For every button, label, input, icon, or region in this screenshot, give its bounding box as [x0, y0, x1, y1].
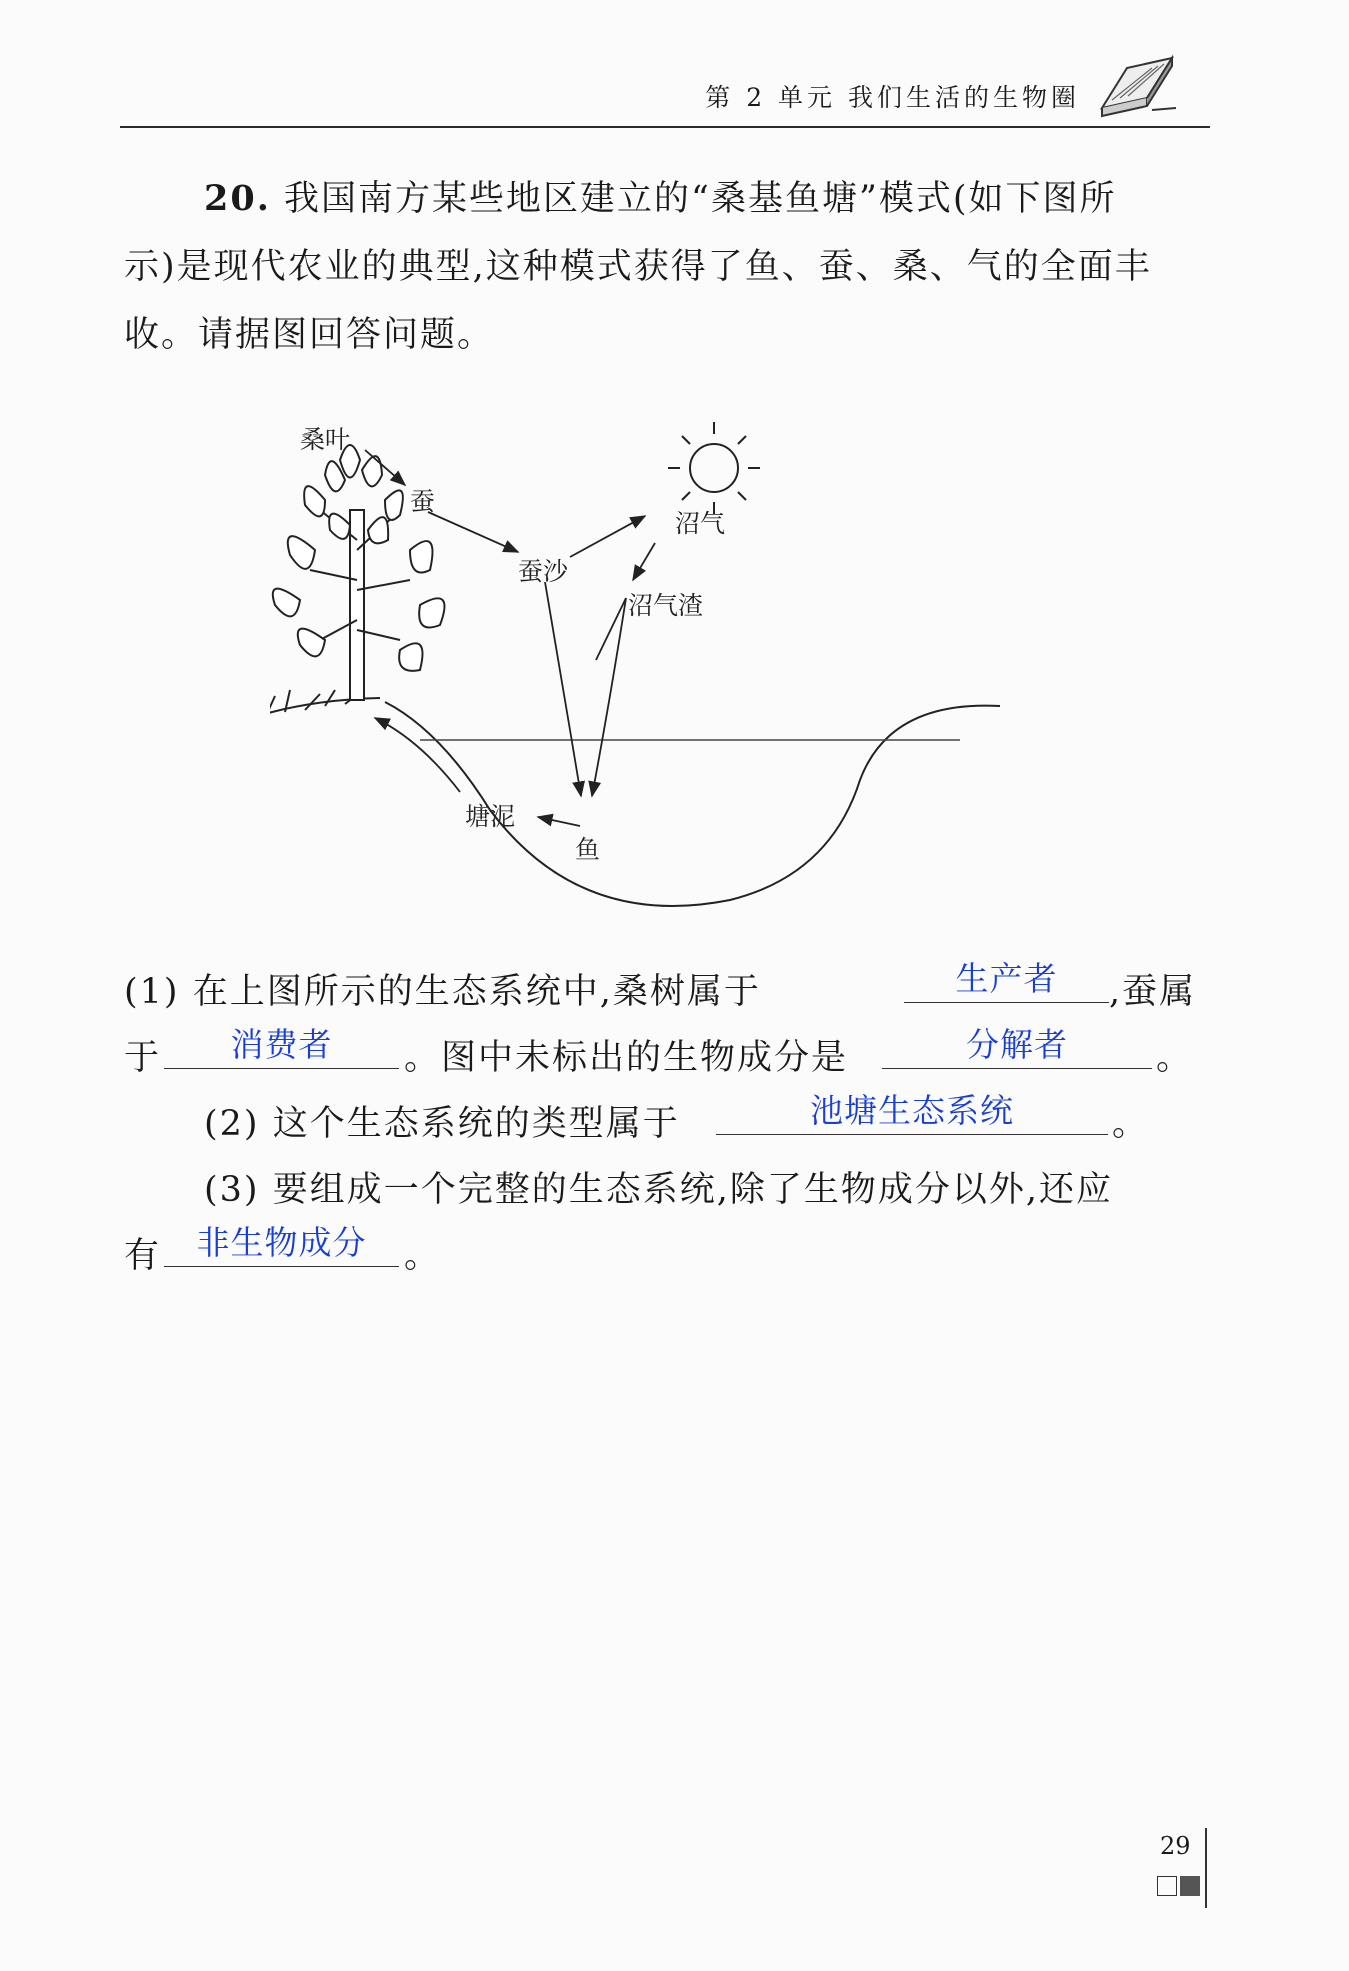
- q1-blank-2[interactable]: [164, 1020, 399, 1069]
- label-silkworm-droppings: 蚕沙: [518, 557, 569, 586]
- page-header: [120, 60, 1210, 128]
- q2-line: [124, 1082, 1214, 1148]
- arrow-droppings-to-biogas: [570, 516, 645, 557]
- arrow-biogas-to-residue: [633, 543, 655, 580]
- q3-prefix: (3) 要组成一个完整的生态系统,除了生物成分以外,还应: [204, 1170, 1113, 1210]
- q1-line-1: [124, 950, 1214, 1016]
- q1-prefix: (1) 在上图所示的生态系统中,桑树属于: [124, 972, 761, 1012]
- page-number: 29: [1160, 1832, 1191, 1860]
- q2-answer: 池塘生态系统: [810, 1091, 1014, 1130]
- filled-square-icon: [1180, 1876, 1200, 1896]
- question-line-3: 收。请据图回答问题。: [124, 315, 495, 355]
- mulberry-fish-pond-diagram: [270, 400, 1090, 930]
- q1-line-2: [124, 1016, 1214, 1082]
- sun-icon: [668, 422, 760, 514]
- question-line-1: [124, 165, 1214, 233]
- q1-end: 。: [1156, 1038, 1194, 1078]
- page-bar-divider: [1205, 1828, 1207, 1908]
- arrow-fish-to-mud: [538, 817, 580, 826]
- question-line-2: 示)是现代农业的典型,这种模式获得了鱼、蚕、桑、气的全面丰: [124, 247, 1152, 287]
- q3-end: 。: [404, 1236, 442, 1276]
- arrow-mud-to-tree: [375, 718, 460, 792]
- sub-questions: [124, 950, 1214, 1280]
- q3-line-1: [124, 1148, 1214, 1214]
- q1-answer-3: 分解者: [966, 1025, 1068, 1064]
- label-mulberry-leaf: 桑叶: [300, 425, 351, 454]
- q1-blank-1[interactable]: [904, 954, 1109, 1003]
- label-biogas-residue: 沼气渣: [628, 591, 704, 620]
- q3-line2-prefix: 有: [124, 1236, 162, 1276]
- q3-answer: 非生物成分: [196, 1223, 367, 1262]
- q2-prefix: (2) 这个生态系统的类型属于: [204, 1104, 680, 1144]
- q3-line-2: [124, 1214, 1214, 1280]
- q2-end: 。: [1112, 1104, 1150, 1144]
- q1-line2-prefix: 于: [124, 1038, 162, 1078]
- outline-square-icon: [1157, 1876, 1177, 1896]
- arrow-droppings-to-fish: [545, 582, 570, 730]
- q1-line2-mid: 。图中未标出的生物成分是: [404, 1038, 849, 1078]
- unit-title: 第 2 单元 我们生活的生物圈: [705, 83, 1080, 112]
- arrow-silkworm-to-droppings: [428, 512, 518, 552]
- q1-answer-1: 生产者: [955, 959, 1058, 998]
- question-20-text: [124, 165, 1214, 369]
- book-icon: [1092, 38, 1182, 128]
- label-silkworm: 蚕: [410, 487, 436, 516]
- label-biogas: 沼气: [675, 509, 726, 538]
- label-pond-mud: 塘泥: [465, 802, 516, 831]
- q1-blank-3[interactable]: [882, 1020, 1152, 1069]
- q1-answer-2: 消费者: [230, 1025, 333, 1064]
- q3-blank[interactable]: [164, 1218, 399, 1267]
- q1-mid: ,蚕属: [1109, 972, 1197, 1012]
- label-fish: 鱼: [575, 835, 601, 864]
- question-line-1-text: 我国南方某些地区建立的“桑基鱼塘”模式(如下图所: [284, 179, 1117, 219]
- q2-blank[interactable]: [716, 1086, 1108, 1135]
- question-number: 20.: [204, 178, 271, 219]
